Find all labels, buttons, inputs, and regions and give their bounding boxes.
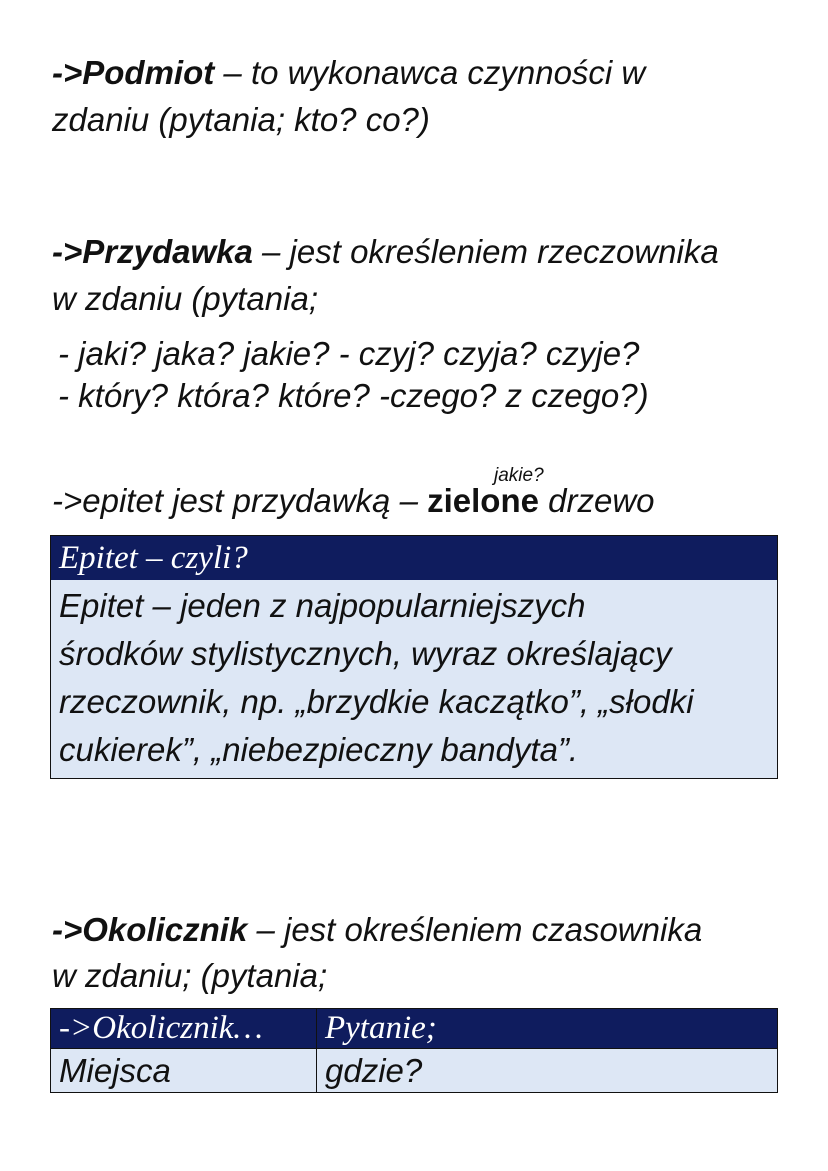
epitet-line xyxy=(52,484,655,517)
przydawka-line-1 xyxy=(52,235,719,268)
okolicznik-line-2: w zdaniu; (pytania; xyxy=(52,957,328,994)
podmiot-term: ->Podmiot xyxy=(52,54,215,91)
podmiot-line-1 xyxy=(52,56,645,89)
epitet-prefix: ->epitet jest przydawką – xyxy=(52,482,428,519)
epitet-box-header: Epitet – czyli? xyxy=(51,536,777,580)
epitet-suffix: drzewo xyxy=(538,482,655,519)
epitet-box-body xyxy=(51,580,777,778)
przydawka-questions-1: - jaki? jaka? jakie? - czyj? czyja? czyje? xyxy=(58,335,640,372)
okolicznik-line-1 xyxy=(52,913,702,946)
table-cell: gdzie? xyxy=(317,1049,778,1093)
okolicznik-definition: – jest określeniem czasownika xyxy=(247,911,703,948)
przydawka-definition: – jest określeniem rzeczownika xyxy=(252,233,719,270)
epitet-definition-box xyxy=(50,535,778,779)
table-header-cell: Pytanie; xyxy=(317,1009,778,1049)
podmiot-line-2: zdaniu (pytania; kto? co?) xyxy=(52,101,430,138)
epitet-box-line: Epitet – jeden z najpopularniejszych xyxy=(59,587,586,624)
przydawka-term: ->Przydawka xyxy=(52,233,253,270)
table-header-cell: ->Okolicznik… xyxy=(51,1009,317,1049)
podmiot-definition: – to wykonawca czynności w xyxy=(214,54,646,91)
epitet-example-word: zielone xyxy=(427,482,539,519)
przydawka-line-2: w zdaniu (pytania; xyxy=(52,280,318,317)
table-cell: Miejsca xyxy=(51,1049,317,1093)
table-header-row xyxy=(51,1009,778,1049)
przydawka-questions-2: - który? która? które? -czego? z czego?) xyxy=(58,377,649,414)
epitet-box-line: środków stylistycznych, wyraz określający xyxy=(59,635,672,672)
epitet-box-line: cukierek”, „niebezpieczny bandyta”. xyxy=(59,731,579,768)
table-row xyxy=(51,1049,778,1093)
epitet-question-note: jakie? xyxy=(494,465,544,486)
epitet-box-line: rzeczownik, np. „brzydkie kaczątko”, „słodki xyxy=(59,683,694,720)
okolicznik-table xyxy=(50,1008,778,1093)
okolicznik-term: ->Okolicznik xyxy=(52,911,248,948)
